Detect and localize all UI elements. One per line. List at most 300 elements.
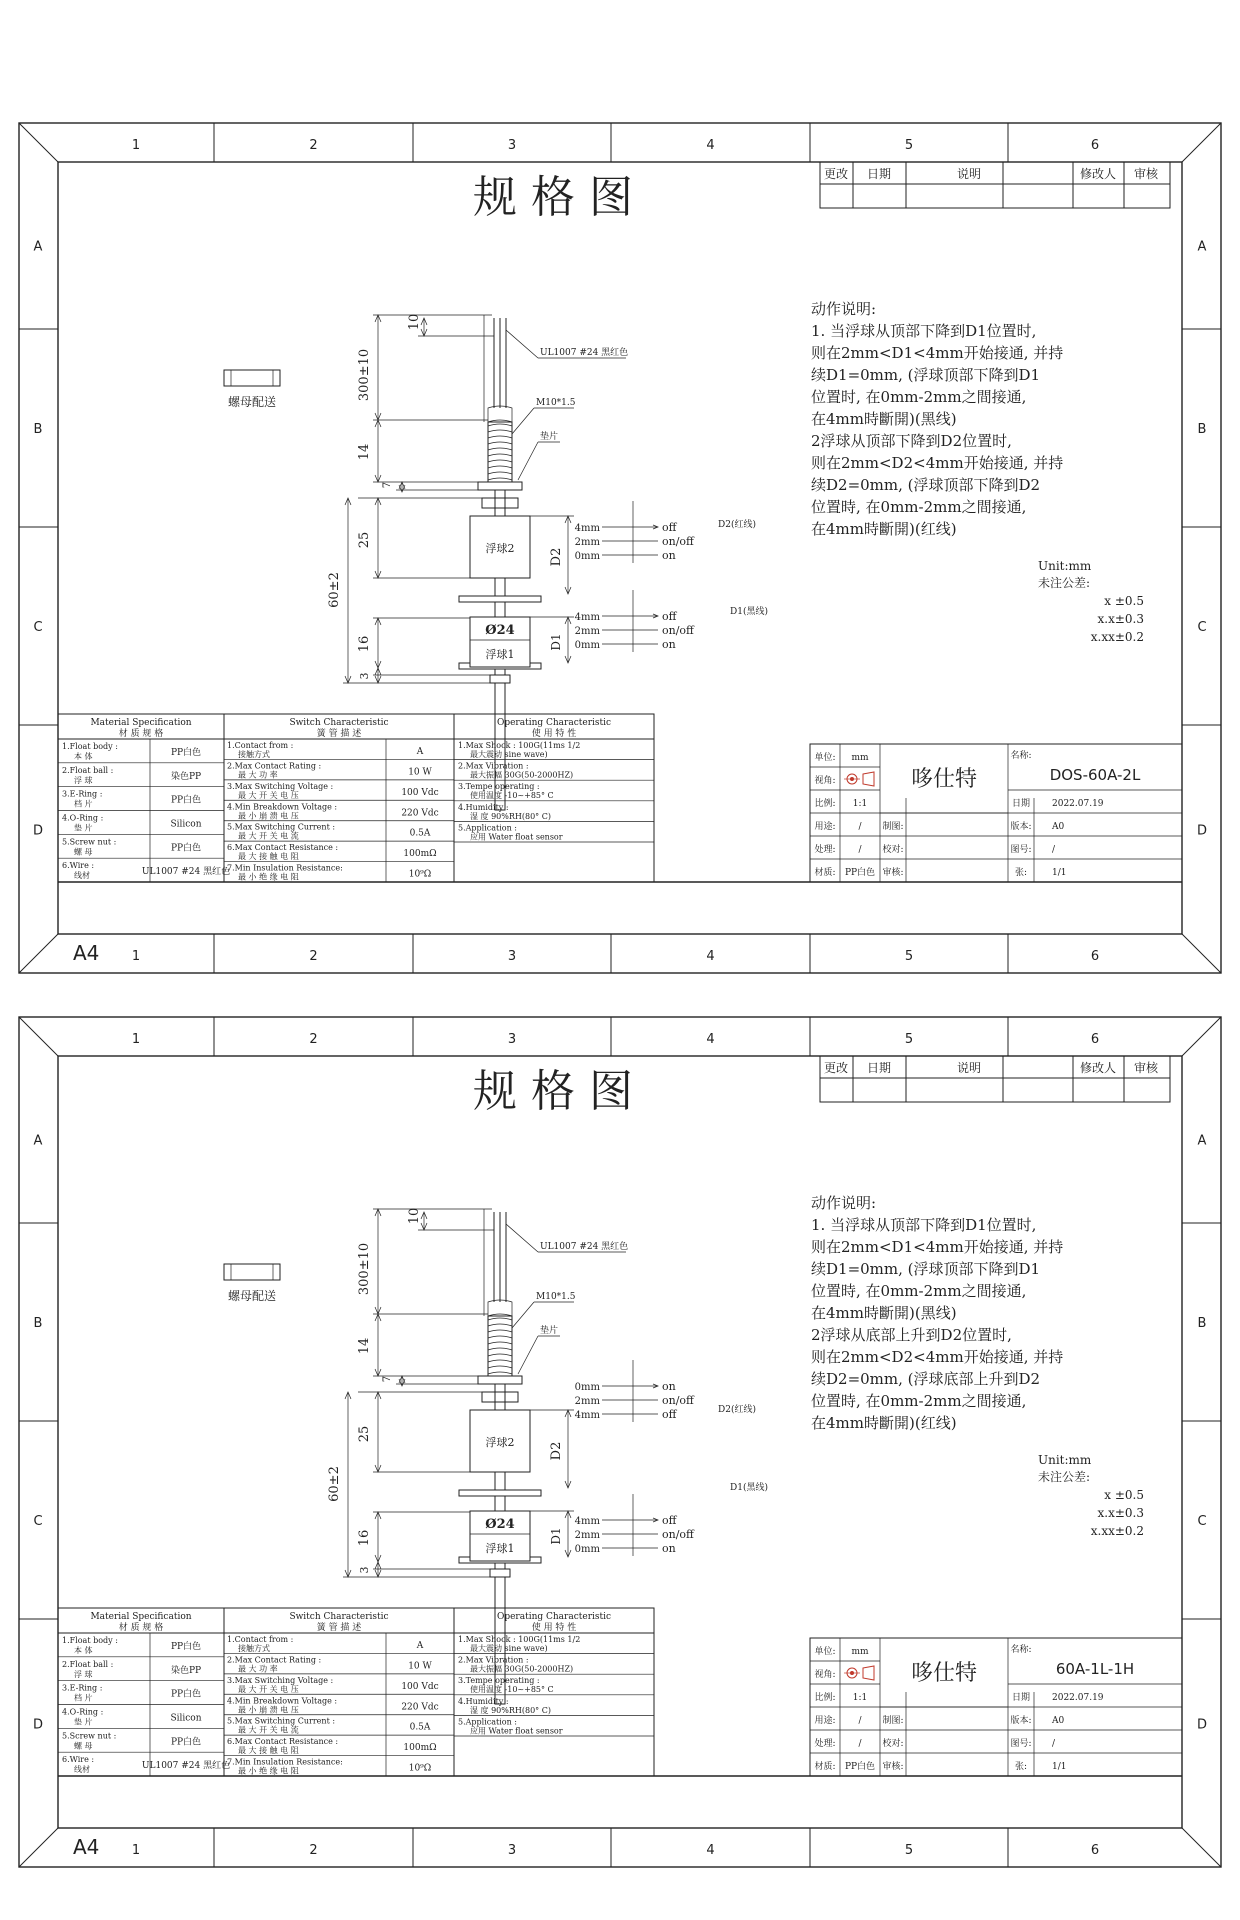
state-tick: 0mm xyxy=(574,1382,600,1393)
block-label: 名称: xyxy=(1010,751,1032,761)
note-line: 位置時, 在0mm-2mm之間接通, xyxy=(811,1282,1027,1300)
state-label: on xyxy=(662,549,676,562)
company-name: 哆仕特 xyxy=(910,767,978,792)
zone-row-left: B xyxy=(33,422,43,437)
operating-cn: 使用温度 -10~+85° C xyxy=(470,1685,554,1695)
zone-col-bottom: 4 xyxy=(706,1843,715,1858)
material-value: Silicon xyxy=(170,819,202,830)
note-line: 在4mm時斷開)(红线) xyxy=(811,520,957,538)
switch-value: A xyxy=(416,1641,424,1651)
wire-color-label: D1(黑线) xyxy=(730,1483,768,1493)
zone-col-top: 5 xyxy=(904,138,914,153)
operating-name: 2.Max Vibration : xyxy=(458,1655,529,1665)
float-2-label: 浮球2 xyxy=(485,1436,515,1449)
inner-frame xyxy=(58,162,1182,934)
zone-col-top: 6 xyxy=(1090,138,1100,153)
float-1-diameter: Ø24 xyxy=(485,1517,515,1532)
switch-name: 4.Min Breakdown Voltage : xyxy=(227,1696,338,1706)
spec-header-cn: 簧 管 描 述 xyxy=(316,729,362,739)
material-name: 3.E-Ring : xyxy=(62,1683,103,1693)
dim-sixteen: 16 xyxy=(357,1529,372,1547)
e-ring xyxy=(459,1490,541,1496)
block-value: mm xyxy=(851,1647,869,1657)
switch-value: A xyxy=(416,747,424,757)
wire-color-label: D1(黑线) xyxy=(730,607,768,617)
tolerance-value: x.x±0.3 xyxy=(1097,1506,1144,1520)
state-label: on xyxy=(662,1380,676,1393)
spec-sheet-1 xyxy=(18,122,1222,974)
product-name: 60A-1L-1H xyxy=(1055,1660,1135,1678)
state-tick: 4mm xyxy=(574,1516,600,1527)
material-cn: 本 体 xyxy=(74,752,93,761)
operating-name: 1.Max Shock : 100G(11ms 1/2 xyxy=(458,741,581,750)
material-value: PP白色 xyxy=(170,795,202,806)
material-name: 2.Float ball : xyxy=(62,765,114,775)
tolerance-title: 未注公差: xyxy=(1038,576,1091,590)
note-line: 则在2mm<D1<4mm开始接通, 并持 xyxy=(811,344,1064,362)
zone-row-left: C xyxy=(33,1514,43,1529)
operation-notes xyxy=(811,300,1063,538)
switch-cn: 接触方式 xyxy=(238,1644,270,1653)
dim-sixteen: 16 xyxy=(357,635,372,653)
tolerance-title: 未注公差: xyxy=(1038,1470,1091,1484)
zone-col-top: 4 xyxy=(706,138,715,153)
zone-col-top: 2 xyxy=(309,138,318,153)
washer xyxy=(478,1376,522,1384)
block-value: A0 xyxy=(1052,822,1065,832)
dim-cable: 300±10 xyxy=(357,348,372,402)
block-label: 材质: xyxy=(814,1762,836,1772)
switch-name: 2.Max Contact Rating : xyxy=(227,761,322,771)
spec-table xyxy=(58,714,654,882)
zone-row-left: C xyxy=(33,620,43,635)
material-name: 6.Wire : xyxy=(62,861,95,871)
zone-col-top: 1 xyxy=(131,1032,141,1047)
switch-name: 7.Min Insulation Resistance: xyxy=(227,863,343,873)
dim-d1: D1 xyxy=(549,633,563,651)
revision-header: 修改人 xyxy=(1079,1061,1117,1075)
spec-header-cn: 使 用 特 性 xyxy=(531,1623,577,1633)
block-value: / xyxy=(858,1716,862,1726)
dim-seven: 7 xyxy=(382,481,393,489)
end-cap xyxy=(490,675,510,683)
tolerance-value: x ±0.5 xyxy=(1104,594,1144,608)
switch-name: 6.Max Contact Resistance : xyxy=(227,843,339,853)
material-value: UL1007 #24 黑红色 xyxy=(141,1761,231,1772)
zone-col-bottom: 3 xyxy=(507,1843,517,1858)
switch-value: 100 Vdc xyxy=(401,1681,439,1692)
block-label: 视角: xyxy=(814,776,836,786)
operating-cn: 最大振幅 30G(50-2000HZ) xyxy=(470,770,574,780)
dim-cable: 300±10 xyxy=(357,1242,372,1296)
switch-value: 10 W xyxy=(408,767,432,778)
dim-twentyfive: 25 xyxy=(357,1425,372,1443)
spec-header-cn: 材 质 规 格 xyxy=(118,729,164,739)
revision-header: 更改 xyxy=(823,167,849,181)
unit-label: Unit:mm xyxy=(1038,559,1092,573)
spec-header-en: Operating Characteristic xyxy=(496,1612,612,1622)
state-label: on/off xyxy=(662,1394,694,1407)
washer-label: 垫片 xyxy=(540,432,559,442)
block-value: / xyxy=(1052,1739,1056,1749)
material-name: 1.Float body : xyxy=(62,1636,118,1645)
switch-cn: 最 大 接 触 电 阻 xyxy=(238,852,299,862)
zone-row-right: C xyxy=(1197,620,1207,635)
zone-col-bottom: 2 xyxy=(309,1843,318,1858)
block-value: PP白色 xyxy=(844,1762,876,1772)
title-block xyxy=(810,1638,1182,1776)
operating-name: 4.Humidity : xyxy=(458,1696,509,1706)
block-value: 1/1 xyxy=(1052,868,1067,878)
note-line: 在4mm時斷開)(红线) xyxy=(811,1414,957,1432)
material-value: UL1007 #24 黑红色 xyxy=(141,867,231,878)
state-tick: 4mm xyxy=(574,1410,600,1421)
switch-value: 100mΩ xyxy=(403,1743,437,1754)
inner-frame xyxy=(58,1056,1182,1828)
zone-col-bottom: 1 xyxy=(131,1843,141,1858)
zone-col-top: 3 xyxy=(507,1032,517,1047)
operation-notes xyxy=(811,1194,1063,1432)
switch-name: 7.Min Insulation Resistance: xyxy=(227,1757,343,1767)
zone-row-left: D xyxy=(32,823,44,839)
switch-name: 1.Contact from : xyxy=(227,1635,294,1644)
paper-size: A4 xyxy=(73,1835,100,1859)
washer xyxy=(478,482,522,490)
dimension-lines xyxy=(327,314,574,683)
note-line: 则在2mm<D2<4mm开始接通, 并持 xyxy=(811,454,1064,472)
block-label: 校对: xyxy=(882,1739,904,1749)
note-line: 位置時, 在0mm-2mm之間接通, xyxy=(811,1392,1027,1410)
block-value: PP白色 xyxy=(844,868,876,878)
note-line: 1. 当浮球从顶部下降到D1位置时, xyxy=(811,322,1037,340)
float-1-label: 浮球1 xyxy=(485,648,515,661)
material-name: 2.Float ball : xyxy=(62,1659,114,1669)
switch-cn: 最 大 接 触 电 阻 xyxy=(238,1746,299,1756)
switch-name: 2.Max Contact Rating : xyxy=(227,1655,322,1665)
block-value: / xyxy=(858,1739,862,1749)
operating-cn: 使用温度 -10~+85° C xyxy=(470,791,554,801)
note-line: 动作说明: xyxy=(811,1194,877,1212)
switch-value: 220 Vdc xyxy=(401,1702,439,1713)
operating-name: 2.Max Vibration : xyxy=(458,761,529,771)
switch-cn: 最 小 崩 溃 电 压 xyxy=(238,1705,299,1715)
block-label: 制图: xyxy=(882,1716,904,1726)
dim-ten: 10 xyxy=(407,1207,422,1225)
switch-value: 220 Vdc xyxy=(401,808,439,819)
operating-cn: 湿 度 90%RH(80° C) xyxy=(470,811,551,821)
state-label: off xyxy=(662,1408,677,1421)
state-tick: 4mm xyxy=(574,612,600,623)
zone-col-bottom: 2 xyxy=(309,949,318,964)
material-cn: 垫 片 xyxy=(74,823,93,833)
material-cn: 垫 片 xyxy=(74,1717,93,1727)
zone-col-bottom: 5 xyxy=(904,949,914,964)
spec-header-en: Switch Characteristic xyxy=(289,1612,389,1622)
state-tick: 4mm xyxy=(574,523,600,534)
switch-value: 0.5A xyxy=(409,1722,431,1733)
material-value: PP白色 xyxy=(170,748,202,758)
title-block xyxy=(810,744,1182,882)
d1-state-diagram xyxy=(575,590,695,652)
material-value: 染色PP xyxy=(170,771,202,782)
zone-col-top: 3 xyxy=(507,138,517,153)
operating-cn: 应用 Water float sensor xyxy=(470,1726,563,1736)
zone-row-right: B xyxy=(1197,1316,1207,1331)
zone-row-right: A xyxy=(1197,239,1207,255)
revision-header: 审核 xyxy=(1133,1061,1159,1075)
block-label: 处理: xyxy=(814,845,836,855)
revision-header: 说明 xyxy=(956,1061,982,1075)
e-ring xyxy=(459,596,541,602)
operating-name: 5.Application : xyxy=(458,1717,517,1727)
tolerance-value: x.xx±0.2 xyxy=(1090,1524,1144,1538)
switch-value: 0.5A xyxy=(409,828,431,839)
material-name: 1.Float body : xyxy=(62,742,118,751)
spec-header-cn: 材 质 规 格 xyxy=(118,1623,164,1633)
block-label: 张: xyxy=(1014,1762,1028,1772)
note-line: 续D2=0mm, (浮球底部上升到D2 xyxy=(811,1370,1041,1388)
spec-header-en: Material Specification xyxy=(90,1612,192,1622)
material-cn: 螺 母 xyxy=(74,847,93,857)
state-label: on/off xyxy=(662,624,694,637)
note-line: 2浮球从顶部下降到D2位置时, xyxy=(811,432,1012,450)
tolerance-value: x ±0.5 xyxy=(1104,1488,1144,1502)
operating-name: 1.Max Shock : 100G(11ms 1/2 xyxy=(458,1635,581,1644)
zone-col-top: 2 xyxy=(309,1032,318,1047)
revision-header: 日期 xyxy=(866,1061,892,1075)
spec-table xyxy=(58,1608,654,1776)
spec-header-cn: 簧 管 描 述 xyxy=(316,1623,362,1633)
block-label: 日期 xyxy=(1011,799,1031,809)
state-tick: 2mm xyxy=(574,1530,600,1541)
block-label: 单位: xyxy=(814,1647,836,1657)
material-value: PP白色 xyxy=(170,843,202,854)
block-label: 比例: xyxy=(814,799,836,809)
dim-d2: D2 xyxy=(549,547,564,567)
dim-three: 3 xyxy=(358,1566,371,1574)
zone-row-right: D xyxy=(1196,823,1208,839)
zone-row-left: A xyxy=(33,1133,43,1149)
block-label: 版本: xyxy=(1010,822,1032,832)
state-tick: 2mm xyxy=(574,537,600,548)
material-cn: 螺 母 xyxy=(74,1741,93,1751)
switch-cn: 最 小 绝 缘 电 阻 xyxy=(238,1766,299,1776)
note-line: 续D2=0mm, (浮球顶部下降到D2 xyxy=(811,476,1041,494)
block-label: 名称: xyxy=(1010,1645,1032,1655)
revision-header: 日期 xyxy=(866,167,892,181)
block-value: 1:1 xyxy=(852,1693,868,1703)
switch-name: 1.Contact from : xyxy=(227,741,294,750)
switch-name: 3.Max Switching Voltage : xyxy=(227,781,334,791)
nut-label: 螺母配送 xyxy=(227,1289,277,1303)
material-cn: 浮 球 xyxy=(74,775,93,785)
block-value: 1/1 xyxy=(1052,1762,1067,1772)
note-line: 在4mm時斷開)(黑线) xyxy=(811,1304,957,1322)
zone-col-top: 6 xyxy=(1090,1032,1100,1047)
switch-cn: 接触方式 xyxy=(238,750,270,759)
note-line: 续D1=0mm, (浮球顶部下降到D1 xyxy=(811,366,1041,384)
block-value: / xyxy=(858,822,862,832)
wire-color-label: D2(红线) xyxy=(718,520,756,530)
material-name: 5.Screw nut : xyxy=(62,837,117,847)
block-label: 制图: xyxy=(882,822,904,832)
switch-cn: 最 大 开 关 电 流 xyxy=(238,831,299,841)
drawing-svg xyxy=(18,122,1222,974)
float-1-diameter: Ø24 xyxy=(485,623,515,638)
material-cn: 档 片 xyxy=(74,799,93,809)
d2-state-diagram xyxy=(575,501,695,563)
dim-ten: 10 xyxy=(407,313,422,331)
block-label: 视角: xyxy=(814,1670,836,1680)
material-name: 3.E-Ring : xyxy=(62,789,103,799)
switch-value: 100mΩ xyxy=(403,849,437,860)
block-label: 张: xyxy=(1014,868,1028,878)
state-tick: 2mm xyxy=(574,626,600,637)
operating-cn: 应用 Water float sensor xyxy=(470,832,563,842)
d2-state-diagram xyxy=(575,1360,695,1422)
spec-header-en: Material Specification xyxy=(90,718,192,728)
operating-cn: 最大振幅 30G(50-2000HZ) xyxy=(470,1664,574,1674)
block-label: 单位: xyxy=(814,753,836,763)
float-switch-drawing xyxy=(459,315,541,810)
wire-color-label: D2(红线) xyxy=(718,1405,756,1415)
thread-label: M10*1.5 xyxy=(536,1292,576,1302)
operating-cn: 湿 度 90%RH(80° C) xyxy=(470,1705,551,1715)
revision-header: 审核 xyxy=(1133,167,1159,181)
material-name: 6.Wire : xyxy=(62,1755,95,1765)
zone-col-bottom: 6 xyxy=(1090,1843,1100,1858)
material-value: 染色PP xyxy=(170,1665,202,1676)
tolerance-value: x.xx±0.2 xyxy=(1090,630,1144,644)
float-1-label: 浮球1 xyxy=(485,1542,515,1555)
note-line: 在4mm時斷開)(黑线) xyxy=(811,410,957,428)
note-line: 1. 当浮球从顶部下降到D1位置时, xyxy=(811,1216,1037,1234)
block-label: 材质: xyxy=(814,868,836,878)
switch-value: 10⁹Ω xyxy=(408,1763,432,1774)
unit-label: Unit:mm xyxy=(1038,1453,1092,1467)
material-value: PP白色 xyxy=(170,1689,202,1700)
washer-label: 垫片 xyxy=(540,1326,559,1336)
zone-col-bottom: 5 xyxy=(904,1843,914,1858)
block-label: 用途: xyxy=(814,822,836,832)
block-label: 校对: xyxy=(882,845,904,855)
page-title: 规 格 图 xyxy=(473,172,633,223)
switch-value: 10⁹Ω xyxy=(408,869,432,880)
dim-fourteen: 14 xyxy=(357,443,372,461)
operating-cn: 最大震动 sine wave) xyxy=(470,1644,548,1653)
spec-header-cn: 使 用 特 性 xyxy=(531,729,577,739)
block-value: / xyxy=(858,845,862,855)
note-line: 则在2mm<D2<4mm开始接通, 并持 xyxy=(811,1348,1064,1366)
zone-col-bottom: 6 xyxy=(1090,949,1100,964)
block-value: mm xyxy=(851,753,869,763)
switch-cn: 最 大 开 关 电 压 xyxy=(238,790,299,800)
block-label: 版本: xyxy=(1010,1716,1032,1726)
revision-header: 说明 xyxy=(956,167,982,181)
switch-value: 10 W xyxy=(408,1661,432,1672)
switch-cn: 最 大 开 关 电 压 xyxy=(238,1684,299,1694)
zone-row-right: C xyxy=(1197,1514,1207,1529)
state-label: on xyxy=(662,638,676,651)
switch-name: 6.Max Contact Resistance : xyxy=(227,1737,339,1747)
state-label: on/off xyxy=(662,1528,694,1541)
switch-cn: 最 大 开 关 电 流 xyxy=(238,1725,299,1735)
state-tick: 0mm xyxy=(574,551,600,562)
material-value: PP白色 xyxy=(170,1737,202,1748)
nut-label: 螺母配送 xyxy=(227,395,277,409)
d1-state-diagram xyxy=(575,1494,695,1556)
material-name: 4.O-Ring : xyxy=(62,813,104,823)
block-label: 比例: xyxy=(814,1693,836,1703)
switch-cn: 最 大 功 率 xyxy=(238,770,278,780)
page-title: 规 格 图 xyxy=(473,1066,633,1117)
note-line: 续D1=0mm, (浮球顶部下降到D1 xyxy=(811,1260,1041,1278)
block-label: 审核: xyxy=(882,868,904,878)
state-label: on/off xyxy=(662,535,694,548)
thread-label: M10*1.5 xyxy=(536,398,576,408)
spec-sheet-2 xyxy=(18,1016,1222,1868)
switch-name: 4.Min Breakdown Voltage : xyxy=(227,802,338,812)
spec-header-en: Switch Characteristic xyxy=(289,718,389,728)
block-label: 图号: xyxy=(1010,845,1032,855)
state-tick: 0mm xyxy=(574,1544,600,1555)
dim-twentyfive: 25 xyxy=(357,531,372,549)
block-value: 2022.07.19 xyxy=(1052,799,1104,809)
wire-label: UL1007 #24 黑红色 xyxy=(540,348,629,358)
dim-sixty: 60±2 xyxy=(327,1466,342,1502)
zone-row-right: B xyxy=(1197,422,1207,437)
dimension-lines xyxy=(327,1208,574,1577)
operating-name: 3.Tempe operating : xyxy=(458,1676,540,1686)
switch-name: 5.Max Switching Current : xyxy=(227,822,336,832)
state-tick: 0mm xyxy=(574,640,600,651)
material-value: Silicon xyxy=(170,1713,202,1724)
switch-name: 5.Max Switching Current : xyxy=(227,1716,336,1726)
block-label: 日期 xyxy=(1011,1693,1031,1703)
material-name: 4.O-Ring : xyxy=(62,1707,104,1717)
material-cn: 本 体 xyxy=(74,1646,93,1655)
nut-icon xyxy=(224,1264,280,1280)
block-label: 处理: xyxy=(814,1739,836,1749)
material-cn: 线材 xyxy=(74,1765,90,1775)
float-switch-drawing xyxy=(459,1209,541,1704)
float-2-label: 浮球2 xyxy=(485,542,515,555)
zone-row-left: A xyxy=(33,239,43,255)
zone-col-top: 4 xyxy=(706,1032,715,1047)
state-label: off xyxy=(662,610,677,623)
operating-name: 4.Humidity : xyxy=(458,802,509,812)
nut-icon xyxy=(224,370,280,386)
state-label: on xyxy=(662,1542,676,1555)
dim-sixty: 60±2 xyxy=(327,572,342,608)
zone-row-right: A xyxy=(1197,1133,1207,1149)
material-value: PP白色 xyxy=(170,1642,202,1652)
dim-three: 3 xyxy=(358,672,371,680)
drawing-svg xyxy=(18,1016,1222,1868)
product-name: DOS-60A-2L xyxy=(1049,766,1141,784)
material-cn: 浮 球 xyxy=(74,1669,93,1679)
switch-cn: 最 小 崩 溃 电 压 xyxy=(238,811,299,821)
company-name: 哆仕特 xyxy=(910,1661,978,1686)
zone-col-top: 5 xyxy=(904,1032,914,1047)
zone-row-right: D xyxy=(1196,1717,1208,1733)
switch-value: 100 Vdc xyxy=(401,787,439,798)
end-cap xyxy=(490,1569,510,1577)
note-line: 2浮球从底部上升到D2位置时, xyxy=(811,1326,1012,1344)
zone-row-left: B xyxy=(33,1316,43,1331)
switch-cn: 最 小 绝 缘 电 阻 xyxy=(238,872,299,882)
zone-row-left: D xyxy=(32,1717,44,1733)
